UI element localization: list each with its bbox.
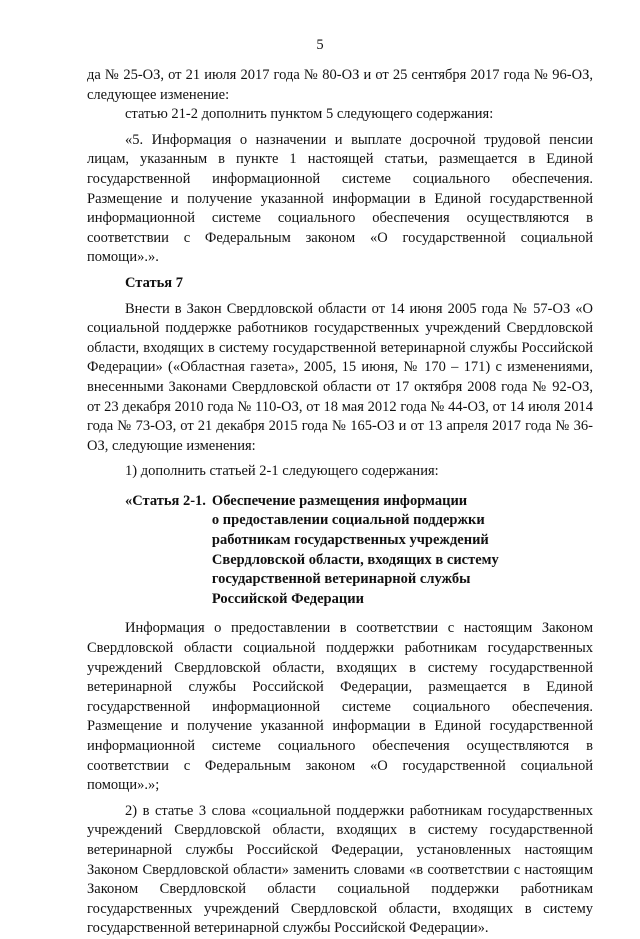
paragraph-amendment-intro: статью 21-2 дополнить пунктом 5 следующего содержания: (125, 106, 494, 123)
article-2-1-title-line: работникам государственных учреждений (211, 532, 489, 549)
article-2-1-title-lines (212, 492, 499, 610)
paragraph-item-2: 2) в статье 3 слова «социальной поддержки работникам государственных учреждений Свердловской области, входящих в систему государственной ветеринарной службы Российской Федерации, установленных настоящим Законом Свердловской области» заменить словами «в соответствии с настоящим Законом Свердловской области социальной поддержки работникам государственных учреждений Свердловской области, входящих в систему государственной ветеринарной службы Российской Федерации». (87, 802, 593, 937)
document-body (87, 66, 593, 939)
article-2-1-title (125, 492, 593, 610)
paragraph-article-2-1-text: Информация о предоставлении в соответствии с настоящим Законом Свердловской области социальной поддержки работникам государственных учреждений Свердловской области, входящих в систему государственной ветеринарной службы Российской Федерации, размещается в Единой государственной информационной системе социального обеспечения. Размещение и получение указанной информации в Единой государственной информационной системе социального обеспечения осуществляются в соответствии с Федеральным законом «О государственной социальной помощи».»; (87, 620, 593, 794)
article-2-1-title-line: Свердловской области, входящих в систему (211, 551, 499, 568)
page-number: 5 (316, 37, 324, 53)
paragraph-article-7-text: Внести в Закон Свердловской области от 14 июня 2005 года № 57-ОЗ «О социальной поддержке работников государственных учреждений Свердловской области, входящих в систему государственной ветеринарной службы Российской Федерации» («Областная газета», 2005, 15 июня, № 170 – 171) с изменениями, внесенными Законами Свердловской области от 17 октября 2008 года № 92-ОЗ, от 23 декабря 2010 года № 110-ОЗ, от 18 мая 2012 года № 44-ОЗ, от 14 июля 2014 года № 73-ОЗ, от 21 декабря 2015 года № 165-ОЗ и от 13 апреля 2017 года № 36-ОЗ, следующие изменения: (87, 300, 593, 454)
paragraph-point-5: «5. Информация о назначении и выплате досрочной трудовой пенсии лицам, указанным в пункте 1 настоящей статьи, размещается в Единой государственной информационной системе социального обеспечения. Размещение и получение указанной информации в Единой государственной информационной системе социального обеспечения осуществляются в соответствии с Федеральным законом «О государственной социальной помощи».». (87, 131, 593, 266)
article-2-1-label: «Статья 2-1. (125, 492, 206, 509)
article-2-1-title-line: Обеспечение размещения информации (211, 492, 468, 509)
paragraph-continuation: да № 25-ОЗ, от 21 июля 2017 года № 80-ОЗ и от 25 сентября 2017 года № 96-ОЗ, следующее изменение: (87, 67, 593, 103)
paragraph-item-1: 1) дополнить статьей 2-1 следующего содержания: (125, 463, 439, 480)
article-2-1-title-line: о предоставлении социальной поддержки (211, 512, 485, 529)
article-7-heading: Статья 7 (125, 274, 183, 291)
article-2-1-title-line: государственной ветеринарной службы (211, 571, 471, 588)
article-2-1-title-line: Российской Федерации (211, 590, 364, 607)
